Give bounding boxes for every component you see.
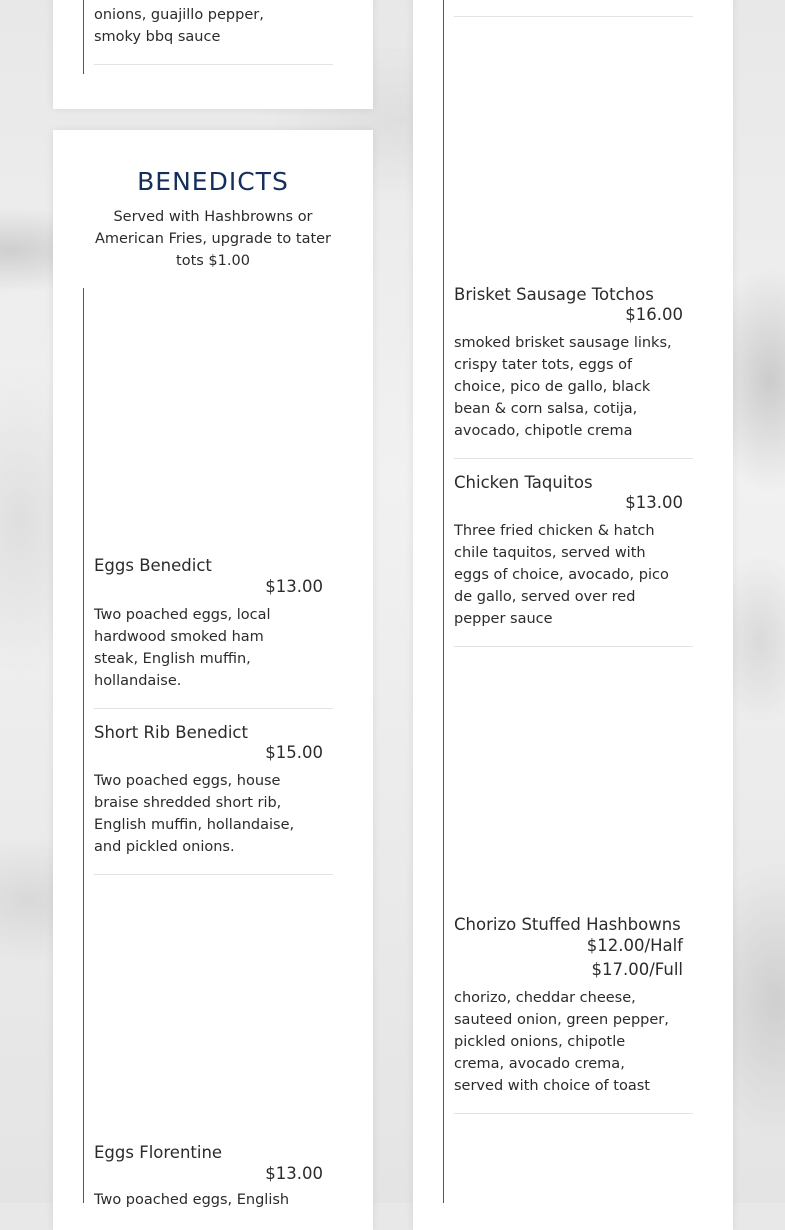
menu-item-description: Two poached eggs, house braise shredded short rib, English muffin, hollandaise, and pickled onions.	[94, 773, 295, 855]
menu-item-name[interactable]: Short Rib Benedict	[94, 723, 248, 742]
menu-item-price: $13.00	[625, 493, 683, 512]
section-accent-line	[83, 288, 84, 1203]
menu-item-description-line: onions, guajillo pepper,	[94, 7, 264, 23]
item-divider	[454, 16, 693, 17]
menu-item-name[interactable]: Chicken Taquitos	[454, 473, 593, 492]
menu-item-description: smoked brisket sausage links, crispy tater tots, eggs of choice, pico de gallo, black bean & corn salsa, cotija, avocado, chipotle crema	[454, 335, 672, 439]
menu-item-name[interactable]: Brisket Sausage Totchos	[454, 285, 654, 304]
menu-item-description: chorizo, cheddar cheese, sauteed onion, green pepper, pickled onions, chipotle crema, avocado crema, served with choice of toast	[454, 990, 669, 1094]
menu-item-name[interactable]: Eggs Benedict	[94, 556, 212, 575]
menu-item-price: $12.00/Half	[586, 936, 683, 955]
menu-item-description	[94, 4, 324, 48]
menu-item-name[interactable]: Eggs Florentine	[94, 1143, 223, 1162]
item-divider	[454, 646, 693, 647]
item-accent-line	[83, 0, 84, 74]
section-accent-line	[443, 0, 444, 1203]
menu-item-description-line: smoky bbq sauce	[94, 29, 221, 45]
menu-item-price: $13.00	[265, 577, 323, 596]
menu-item-price: $16.00	[625, 305, 683, 324]
item-divider	[94, 708, 333, 709]
item-divider	[454, 458, 693, 459]
menu-item-description: Two poached eggs, local hardwood smoked ham steak, English muffin, hollandaise.	[94, 607, 271, 689]
item-divider	[454, 1113, 693, 1114]
menu-item-description: Three fried chicken & hatch chile taquitos, served with eggs of choice, avocado, pico de gallo, served over red pepper sauce	[454, 523, 669, 627]
item-divider	[94, 64, 333, 65]
item-divider	[94, 874, 333, 875]
menu-item-price: $15.00	[265, 743, 323, 762]
menu-item-description: Two poached eggs, English	[94, 1192, 290, 1208]
menu-item-price: $13.00	[265, 1164, 323, 1183]
section-note: Served with Hashbrowns or American Fries, upgrade to tater tots $1.00	[94, 209, 332, 269]
section-title: BENEDICTS	[137, 167, 289, 196]
menu-item-name[interactable]: Chorizo Stuffed Hashbowns	[454, 915, 681, 934]
menu-item-price-full: $17.00/Full	[591, 960, 683, 979]
